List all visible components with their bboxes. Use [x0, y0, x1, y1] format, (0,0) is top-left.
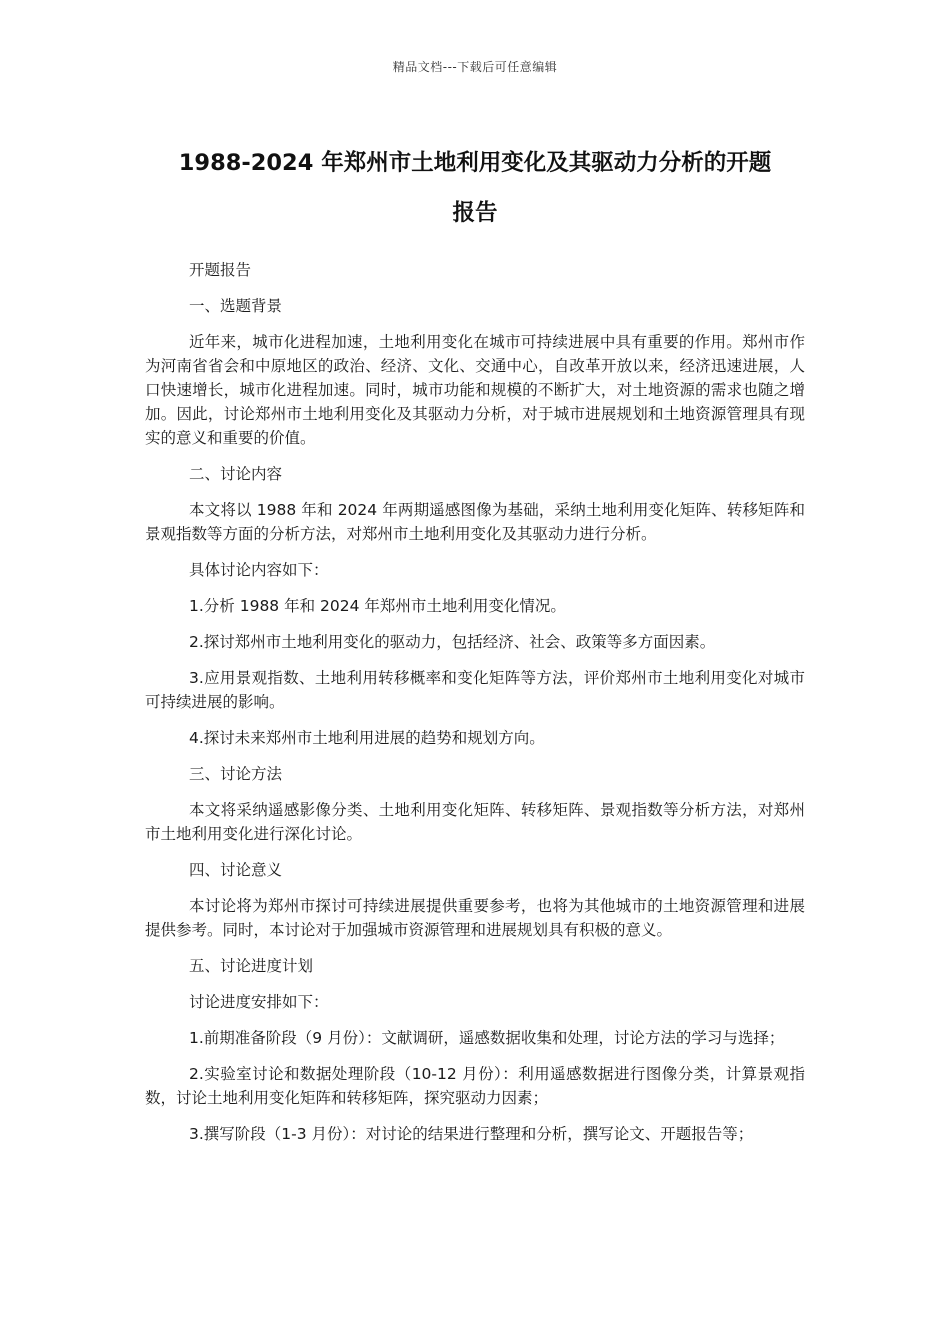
- list-item-schedule-3: 3.撰写阶段（1-3 月份）：对讨论的结果进行整理和分析，撰写论文、开题报告等；: [189, 1125, 754, 1143]
- paragraph-methods: 本文将采纳遥感影像分类、土地利用变化矩阵、转移矩阵、景观指数等分析方法，对郑州市土地利用变化进行深化讨论。: [145, 801, 805, 843]
- paragraph-content-lead: 具体讨论内容如下：: [189, 561, 329, 579]
- list-item-schedule-2: 2.实验室讨论和数据处理阶段（10-12 月份）：利用遥感数据进行图像分类，计算景观指数，讨论土地利用变化矩阵和转移矩阵，探究驱动力因素；: [145, 1065, 805, 1107]
- paragraph-significance: 本讨论将为郑州市探讨可持续进展提供重要参考，也将为其他城市的土地资源管理和进展提供参考。同时，本讨论对于加强城市资源管理和进展规划具有积极的意义。: [145, 897, 805, 939]
- paragraph-content-intro: 本文将以 1988 年和 2024 年两期遥感图像为基础，采纳土地利用变化矩阵、转移矩阵和景观指数等方面的分析方法，对郑州市土地利用变化及其驱动力进行分析。: [145, 501, 805, 543]
- list-item-schedule-1: 1.前期准备阶段（9 月份）：文献调研，遥感数据收集和处理，讨论方法的学习与选择；: [189, 1029, 785, 1047]
- paragraph-schedule-lead: 讨论进度安排如下：: [189, 993, 329, 1011]
- document-title: [130, 138, 820, 238]
- document-body: [145, 258, 805, 1158]
- title-line-2: 报告: [452, 200, 498, 226]
- section-heading-methods: 三、讨论方法: [189, 765, 283, 783]
- paragraph-report-label: 开题报告: [189, 261, 252, 279]
- title-line-1: 1988-2024 年郑州市土地利用变化及其驱动力分析的开题: [178, 150, 772, 176]
- list-item-content-2: 2.探讨郑州市土地利用变化的驱动力，包括经济、社会、政策等多方面因素。: [189, 633, 716, 651]
- section-heading-background: 一、选题背景: [189, 297, 283, 315]
- paragraph-background: 近年来，城市化进程加速，土地利用变化在城市可持续进展中具有重要的作用。郑州市作为河南省省会和中原地区的政治、经济、文化、交通中心，自改革开放以来，经济迅速进展，人口快速增长，城市化进程加速。同时，城市功能和规模的不断扩大，对土地资源的需求也随之增加。因此，讨论郑州市土地利用变化及其驱动力分析，对于城市进展规划和土地资源管理具有现实的意义和重要的价值。: [145, 333, 805, 447]
- list-item-content-4: 4.探讨未来郑州市土地利用进展的趋势和规划方向。: [189, 729, 545, 747]
- section-heading-content: 二、讨论内容: [189, 465, 283, 483]
- section-heading-significance: 四、讨论意义: [189, 861, 283, 879]
- list-item-content-1: 1.分析 1988 年和 2024 年郑州市土地利用变化情况。: [189, 597, 566, 615]
- section-heading-schedule: 五、讨论进度计划: [189, 957, 314, 975]
- header-note: 精品文档---下载后可任意编辑: [392, 60, 558, 74]
- list-item-content-3: 3.应用景观指数、土地利用转移概率和变化矩阵等方法，评价郑州市土地利用变化对城市可持续进展的影响。: [145, 669, 805, 711]
